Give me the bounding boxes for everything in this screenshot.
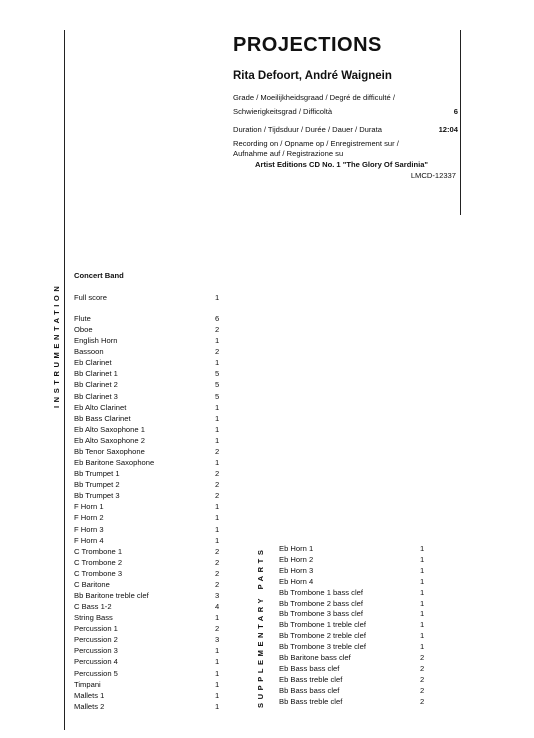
part-qty: 1 xyxy=(215,524,220,534)
part-qty: 2 xyxy=(420,653,425,662)
part-qty: 2 xyxy=(215,325,220,335)
part-qty: 1 xyxy=(420,598,425,608)
part-qty: 1 xyxy=(420,620,425,630)
part-qty: 1 xyxy=(215,458,220,468)
part-name: C Trombone 1 xyxy=(74,546,123,556)
catalog-number: LMCD-12337 xyxy=(410,171,456,180)
part-name: Eb Horn 4 xyxy=(279,576,314,586)
table-row xyxy=(74,702,224,713)
table-row xyxy=(279,675,439,686)
grade-label-line1: Grade / Moeilijkheidsgraad / Degré de difficulté / xyxy=(233,93,395,102)
part-name: C Trombone 3 xyxy=(74,568,123,578)
part-name: Timpani xyxy=(74,679,101,689)
table-row xyxy=(279,642,439,653)
part-qty: 4 xyxy=(215,602,220,612)
part-name: Percussion 2 xyxy=(74,635,118,645)
part-name: Bb Clarinet 3 xyxy=(74,391,118,401)
part-qty: 1 xyxy=(215,657,220,667)
part-qty: 1 xyxy=(215,535,220,545)
table-row xyxy=(279,599,439,610)
table-row xyxy=(74,680,224,691)
part-qty: 1 xyxy=(215,513,220,523)
part-qty: 1 xyxy=(215,690,220,700)
table-row xyxy=(74,569,224,580)
part-qty: 1 xyxy=(215,358,220,368)
part-qty: 1 xyxy=(215,679,220,689)
part-qty: 2 xyxy=(215,469,220,479)
table-row xyxy=(74,558,224,569)
right-rule xyxy=(460,30,461,215)
part-qty: 3 xyxy=(215,635,220,645)
recording-label-line1: Recording on / Opname op / Enregistrement sur / xyxy=(233,139,399,148)
table-row xyxy=(279,566,439,577)
table-row xyxy=(74,403,224,414)
part-name: Bb Trombone 1 bass clef xyxy=(279,587,363,597)
part-qty: 2 xyxy=(215,546,220,556)
table-row xyxy=(279,686,439,697)
table-row xyxy=(74,646,224,657)
part-qty: 2 xyxy=(215,624,220,634)
duration-row xyxy=(233,125,458,134)
part-name: Percussion 3 xyxy=(74,646,118,656)
part-qty: 1 xyxy=(420,544,425,553)
grade-label-line2: Schwierigkeitsgrad / Difficoltà xyxy=(233,107,333,116)
grade-row xyxy=(233,107,458,116)
part-name: Eb Clarinet xyxy=(74,358,112,368)
part-qty: 1 xyxy=(420,565,425,575)
part-name: F Horn 2 xyxy=(74,513,104,523)
table-row xyxy=(74,602,224,613)
part-name: Oboe xyxy=(74,325,93,335)
part-name: English Horn xyxy=(74,336,118,346)
part-name: C Baritone xyxy=(74,579,110,589)
table-row xyxy=(74,425,224,436)
table-row xyxy=(279,664,439,675)
part-name: Bb Tenor Saxophone xyxy=(74,446,145,456)
part-name: Mallets 1 xyxy=(74,690,105,700)
part-name: Bb Bass Clarinet xyxy=(74,413,131,423)
table-row xyxy=(279,631,439,642)
part-name: Eb Horn 3 xyxy=(279,565,314,575)
table-row xyxy=(74,536,224,547)
part-qty: 2 xyxy=(215,347,220,357)
part-name: Eb Alto Saxophone 1 xyxy=(74,424,145,434)
table-row xyxy=(74,502,224,513)
recording-label-line2: Aufnahme auf / Registrazione su xyxy=(233,149,344,158)
part-qty: 1 xyxy=(215,701,220,711)
table-row xyxy=(74,358,224,369)
part-qty: 1 xyxy=(215,668,220,678)
part-name: Bb Trumpet 3 xyxy=(74,491,120,501)
part-qty: 1 xyxy=(215,435,220,445)
part-name: String Bass xyxy=(74,613,113,623)
part-qty: 2 xyxy=(215,579,220,589)
part-name: Percussion 1 xyxy=(74,624,118,634)
table-row xyxy=(279,620,439,631)
part-name: Bb Baritone treble clef xyxy=(74,591,149,600)
part-qty: 2 xyxy=(420,674,425,684)
table-row xyxy=(279,653,439,664)
duration-value: 12:04 xyxy=(438,125,458,134)
part-qty: 1 xyxy=(420,642,425,652)
part-name: Bb Trumpet 1 xyxy=(74,469,120,479)
part-name: C Trombone 2 xyxy=(74,557,123,567)
part-name: Full score xyxy=(74,293,107,302)
part-name: Bb Bass bass clef xyxy=(279,685,340,695)
part-name: Flute xyxy=(74,314,91,323)
part-name: Mallets 2 xyxy=(74,701,105,711)
part-name: Eb Baritone Saxophone xyxy=(74,458,155,468)
table-row xyxy=(74,347,224,358)
table-row xyxy=(74,591,224,602)
table-row xyxy=(279,555,439,566)
table-row xyxy=(74,325,224,336)
part-qty: 1 xyxy=(215,336,220,346)
part-name: Eb Bass treble clef xyxy=(279,674,343,684)
part-qty: 2 xyxy=(215,568,220,578)
part-qty: 2 xyxy=(420,696,425,706)
section-title: Concert Band xyxy=(74,271,124,280)
part-qty: 2 xyxy=(215,491,220,501)
table-row xyxy=(74,458,224,469)
left-rule xyxy=(64,30,65,730)
table-row xyxy=(279,577,439,588)
part-name: Eb Horn 1 xyxy=(279,544,314,553)
part-name: Percussion 4 xyxy=(74,657,118,667)
part-qty: 1 xyxy=(420,554,425,564)
part-name: F Horn 1 xyxy=(74,502,104,512)
table-row xyxy=(74,369,224,380)
part-name: F Horn 4 xyxy=(74,535,104,545)
table-row xyxy=(74,491,224,502)
table-row xyxy=(74,436,224,447)
part-name: Eb Alto Saxophone 2 xyxy=(74,435,145,445)
part-qty: 1 xyxy=(215,613,220,623)
part-qty: 5 xyxy=(215,369,220,379)
part-name: Bb Trombone 3 treble clef xyxy=(279,642,366,652)
part-name: Bb Baritone bass clef xyxy=(279,653,351,662)
table-row xyxy=(74,669,224,680)
part-qty: 1 xyxy=(215,413,220,423)
part-qty: 5 xyxy=(215,391,220,401)
table-row xyxy=(74,480,224,491)
table-row xyxy=(74,613,224,624)
table-row xyxy=(74,447,224,458)
table-row xyxy=(74,414,224,425)
part-name: Eb Horn 2 xyxy=(279,554,314,564)
part-name: C Bass 1-2 xyxy=(74,602,112,612)
table-row xyxy=(279,609,439,620)
part-qty: 1 xyxy=(420,631,425,641)
part-name: Eb Alto Clarinet xyxy=(74,402,127,412)
table-row xyxy=(74,657,224,668)
grade-value: 6 xyxy=(453,107,458,116)
part-name: F Horn 3 xyxy=(74,524,104,534)
part-qty: 1 xyxy=(215,646,220,656)
table-row xyxy=(279,697,439,708)
part-qty: 2 xyxy=(215,446,220,456)
part-name: Bb Bass treble clef xyxy=(279,696,343,706)
table-row xyxy=(74,392,224,403)
part-qty: 6 xyxy=(215,314,220,323)
table-row xyxy=(74,635,224,646)
table-row xyxy=(74,691,224,702)
duration-label: Duration / Tijdsduur / Durée / Dauer / Durata xyxy=(233,125,382,134)
composer-names: Rita Defoort, André Waignein xyxy=(233,70,392,82)
part-qty: 2 xyxy=(215,557,220,567)
piece-title: PROJECTIONS xyxy=(233,34,382,56)
part-qty: 1 xyxy=(215,424,220,434)
part-qty: 2 xyxy=(420,663,425,673)
part-qty: 5 xyxy=(215,380,220,390)
table-row xyxy=(74,469,224,480)
part-qty: 1 xyxy=(420,587,425,597)
part-name: Bb Trombone 2 bass clef xyxy=(279,598,363,608)
part-name: Bb Trombone 2 treble clef xyxy=(279,631,366,641)
full-score-row xyxy=(74,293,224,304)
part-name: Bb Clarinet 2 xyxy=(74,380,118,390)
part-qty: 1 xyxy=(215,293,220,302)
part-qty: 2 xyxy=(215,480,220,490)
part-name: Bassoon xyxy=(74,347,104,357)
table-row xyxy=(74,336,224,347)
table-row xyxy=(279,544,439,555)
table-row xyxy=(74,624,224,635)
part-name: Bb Trombone 1 treble clef xyxy=(279,620,366,630)
table-row xyxy=(74,314,224,325)
table-row xyxy=(74,547,224,558)
part-qty: 1 xyxy=(215,402,220,412)
table-row xyxy=(74,513,224,524)
table-row xyxy=(279,588,439,599)
part-qty: 1 xyxy=(420,609,425,619)
part-qty: 3 xyxy=(215,591,220,600)
recording-album: Artist Editions CD No. 1 "The Glory Of Sardinia" xyxy=(255,160,429,169)
part-qty: 1 xyxy=(215,502,220,512)
table-row xyxy=(74,380,224,391)
part-name: Bb Trombone 3 bass clef xyxy=(279,609,363,619)
part-name: Bb Clarinet 1 xyxy=(74,369,118,379)
instrumentation-side-label: INSTRUMENTATION xyxy=(52,282,61,408)
table-row xyxy=(74,525,224,536)
part-qty: 1 xyxy=(420,576,425,586)
supplementary-side-label: SUPPLEMENTARY PARTS xyxy=(256,546,265,708)
part-name: Eb Bass bass clef xyxy=(279,663,340,673)
part-name: Bb Trumpet 2 xyxy=(74,480,120,490)
part-qty: 2 xyxy=(420,685,425,695)
part-name: Percussion 5 xyxy=(74,668,118,678)
table-row xyxy=(74,580,224,591)
